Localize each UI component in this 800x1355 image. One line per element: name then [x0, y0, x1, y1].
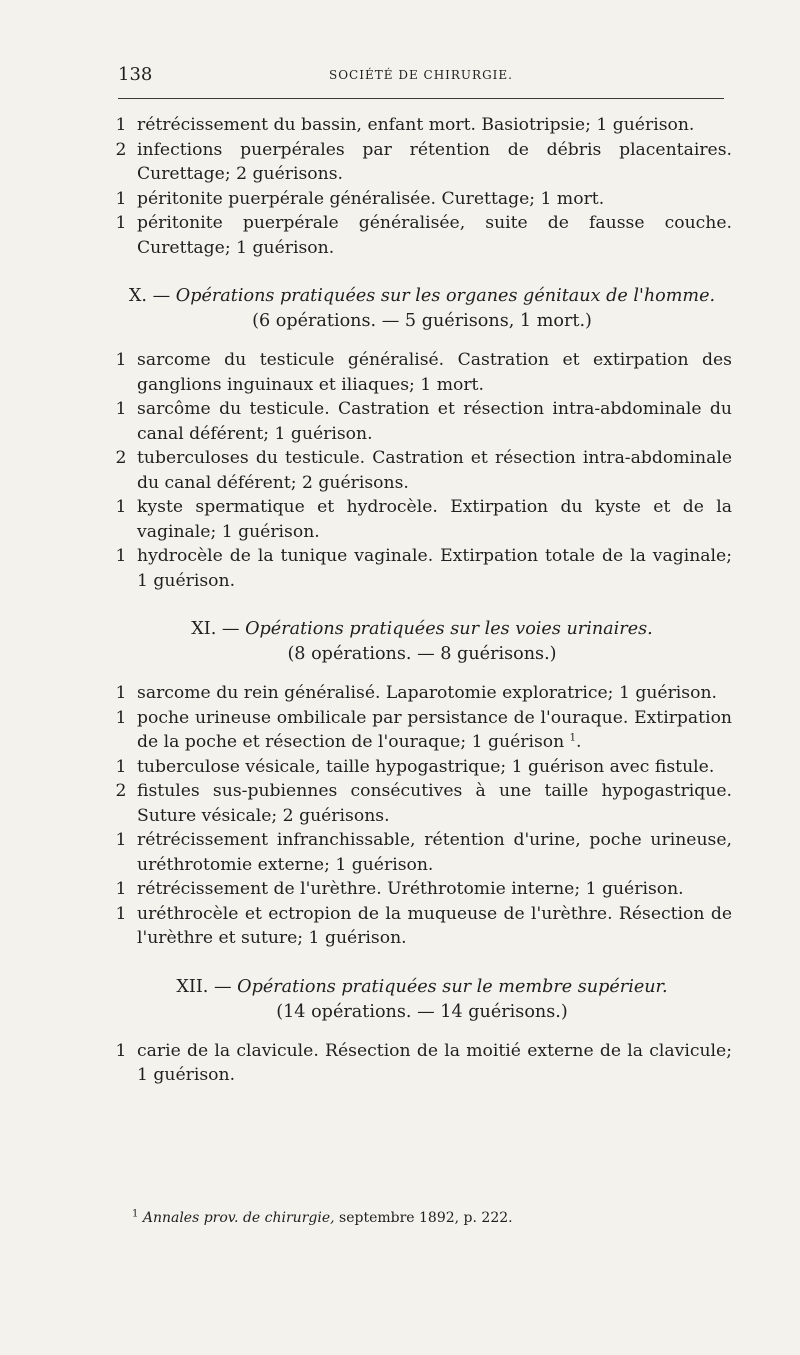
list-item: 1 sarcôme du testicule. Castration et résection intra-abdominale du canal déférent; 1 guérison.: [115, 399, 732, 444]
section-numeral: X. —: [128, 286, 171, 306]
list-item: 1 péritonite puerpérale généralisée, suite de fausse couche. Curettage; 1 guérison.: [115, 213, 732, 258]
list-item: 1 péritonite puerpérale généralisée. Curettage; 1 mort.: [115, 188, 605, 209]
section-title: Opérations pratiquées sur le membre supérieur.: [237, 976, 668, 997]
footnote: [132, 1210, 513, 1226]
list-item: 1 tuberculose vésicale, taille hypogastrique; 1 guérison avec fistule.: [115, 756, 715, 777]
header-rule: [118, 98, 724, 99]
list-item: 1 sarcome du rein généralisé. Laparotomie exploratrice; 1 guérison.: [115, 683, 717, 703]
section-title: Opérations pratiquées sur les voies urinaires.: [245, 619, 653, 639]
list-item: 2 tuberculoses du testicule. Castration et résection intra-abdominale du canal déférent; 2 guérisons.: [115, 448, 732, 493]
list-item: 2 fistules sus-pubiennes consécutives à une taille hypogastrique. Suture vésicale; 2 guérisons.: [115, 781, 732, 826]
section-x-heading: [112, 284, 732, 334]
footnote-mark: 1: [569, 732, 577, 744]
list-item: 1 uréthrocèle et ectropion de la muqueuse de l'urèthre. Résection de l'urèthre et suture; 1 guérison.: [115, 903, 732, 948]
list-item: 1 rétrécissement infranchissable, rétention d'urine, poche urineuse, uréthrotomie externe; 1 guérison.: [115, 830, 732, 875]
list-item: 1 rétrécissement du bassin, enfant mort. Basiotripsie; 1 guérison.: [115, 115, 695, 135]
section-title: Opérations pratiquées sur les organes génitaux de l'homme.: [175, 286, 716, 306]
running-head: SOCIÉTÉ DE CHIRURGIE.: [329, 68, 513, 82]
footnote-number: 1: [132, 1208, 139, 1220]
section-summary: (14 opérations. — 14 guérisons.): [276, 1001, 568, 1022]
section-numeral: XII. —: [176, 976, 232, 997]
list-item: 1 sarcome du testicule généralisé. Castration et extirpation des ganglions inguinaux et iliaques; 1 mort.: [115, 350, 732, 395]
section-xii-heading: [112, 975, 732, 1025]
footnote-details: septembre 1892, p. 222.: [339, 1210, 513, 1226]
list-item: 1 poche urineuse ombilicale par persistance de l'ouraque. Extirpation de la poche et résection de l'ouraque; 1 guérison $^1$.: [115, 707, 732, 752]
list-item: 1 kyste spermatique et hydrocèle. Extirpation du kyste et de la vaginale; 1 guérison.: [115, 497, 732, 542]
page-header: [118, 64, 724, 90]
section-summary: (6 opérations. — 5 guérisons, 1 mort.): [252, 311, 592, 331]
page-number: 138: [118, 64, 153, 85]
list-item: 2 infections puerpérales par rétention de débris placentaires. Curettage; 2 guérisons.: [115, 139, 732, 184]
section-numeral: XI. —: [191, 619, 240, 639]
list-item: 1 hydrocèle de la tunique vaginale. Extirpation totale de la vaginale; 1 guérison.: [115, 546, 732, 591]
list-item: 1 rétrécissement de l'urèthre. Uréthrotomie interne; 1 guérison.: [115, 879, 684, 899]
page-body: [112, 113, 732, 1088]
list-item: 1 carie de la clavicule. Résection de la moitié externe de la clavicule; 1 guérison.: [115, 1040, 732, 1085]
footnote-source: Annales prov. de chirurgie,: [142, 1210, 335, 1226]
section-summary: (8 opérations. — 8 guérisons.): [287, 644, 557, 664]
section-xi-heading: [112, 617, 732, 667]
